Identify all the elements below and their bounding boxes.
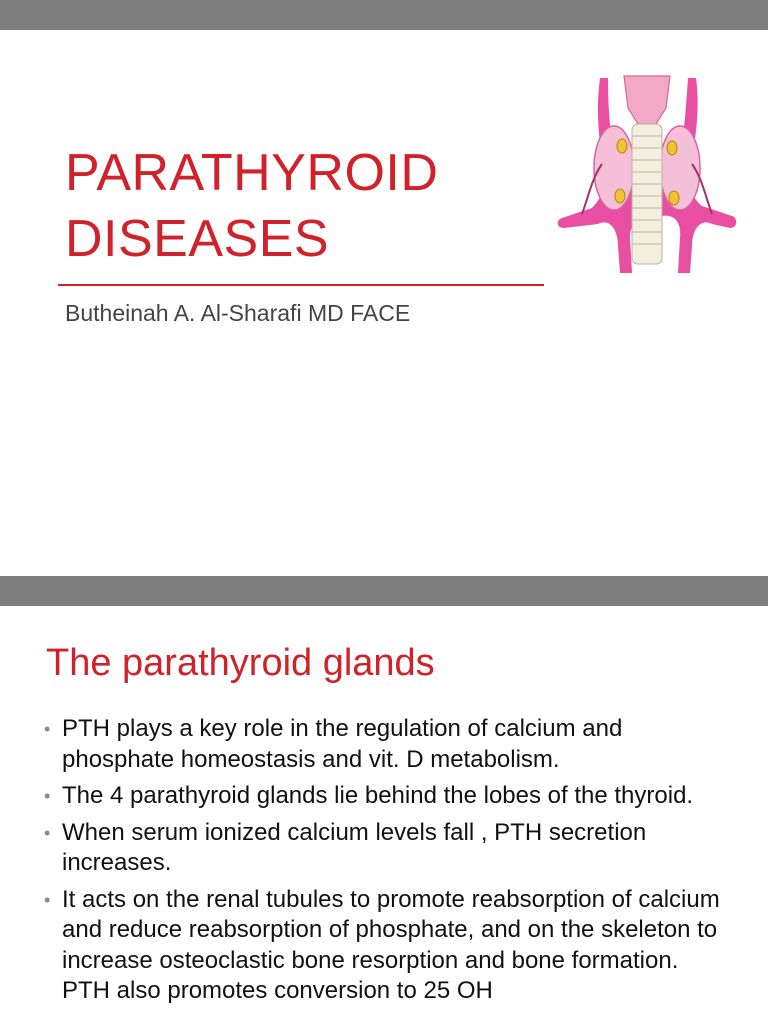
content-slide [0,606,768,1024]
bullet-text: The 4 parathyroid glands lie behind the lobes of the thyroid. [62,782,694,809]
bullet-item [44,818,724,879]
slide-title-line1: PARATHYROID [65,144,439,202]
bullet-dot-icon: • [44,822,51,843]
slide-heading: The parathyroid glands [46,642,435,684]
bullet-text: PTH plays a key role in the regulation of calcium and phosphate homeostasis and vit. D metabolism. [62,715,623,773]
parathyroid-gland-lower-right [669,191,679,205]
middle-gray-bar [0,576,768,606]
bullet-item [44,885,724,1007]
parathyroid-gland-lower-left [615,189,625,203]
title-slide [0,30,768,576]
top-gray-bar [0,0,768,30]
bullet-text: It acts on the renal tubules to promote reabsorption of calcium and reduce reabsorption of phosphate, and on the skeleton to increase osteoclastic bone resorption and bone formation. PTH also promotes conversion to 25 OH [62,885,720,1004]
author-name: Butheinah A. Al-Sharafi MD FACE [65,300,411,326]
parathyroid-gland-upper-right [667,141,677,155]
bullet-item [44,781,724,812]
slide-title [65,140,438,272]
slide-title-line2: DISEASES [65,210,330,268]
parathyroid-anatomy-illustration [552,68,742,278]
larynx-shape [624,76,670,124]
title-divider [58,284,544,286]
bullet-list [44,714,724,1013]
bullet-item [44,714,724,775]
bullet-dot-icon: • [44,719,51,739]
bullet-text: When serum ionized calcium levels fall , PTH secretion increases. [62,818,647,876]
bullet-dot-icon: • [44,889,51,910]
trachea-shape [632,124,662,264]
bullet-dot-icon: • [44,786,51,806]
parathyroid-gland-upper-left [617,139,627,153]
